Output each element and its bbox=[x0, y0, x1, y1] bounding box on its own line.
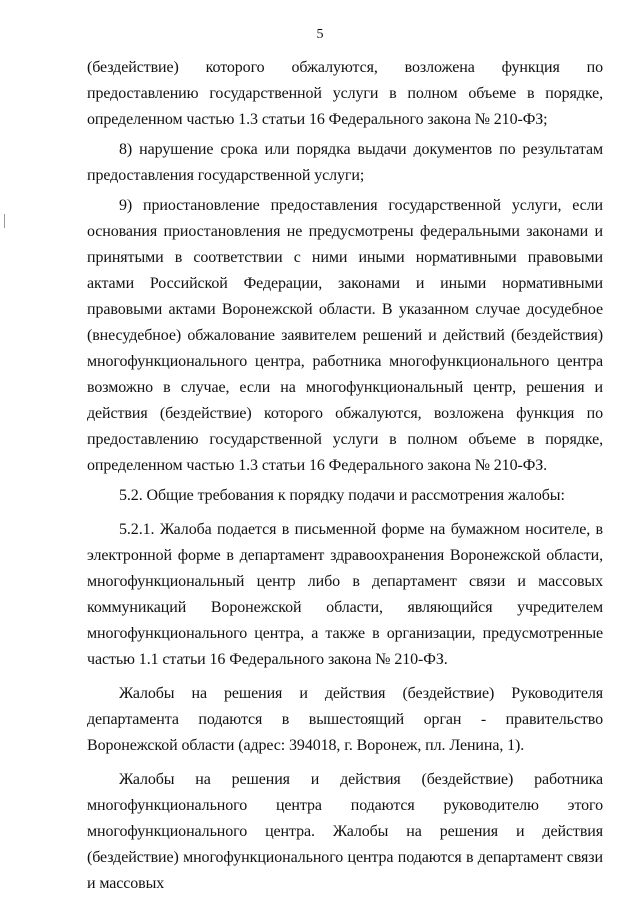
section-heading-5-2: 5.2. Общие требования к порядку подачи и рассмотрения жалобы: bbox=[119, 487, 565, 504]
paragraph-5-2-1: 5.2.1. Жалоба подается в письменной форме на бумажном носителе, в электронной форме в департамент здравоохранения Воронежской области, многофункциональный центр либо в департамент связи и массовых коммуникаций Воронежской области, являющийся учредителем многофункционального центра, а также в организации, предусмотренные частью 1.1 статьи 16 Федерального закона № 210-ФЗ. bbox=[87, 521, 603, 668]
paragraph-item-9: 9) приостановление предоставления государственной услуги, если основания приостановления не предусмотрены федеральными законами и принятыми в соответствии с ними иными нормативными правовыми актами Российской Федерации, законами и иными нормативными правовыми актами Воронежской области. В указанном случае досудебное (внесудебное) обжалование заявителем решений и действий (бездействия) многофункционального центра, работника многофункционального центра возможно в случае, если на многофункциональный центр, решения и действия (бездействие) которого обжалуются, возложена функция по предоставлению государственной услуги в полном объеме в порядке, определенном частью 1.3 статьи 16 Федерального закона № 210-ФЗ. bbox=[87, 197, 603, 474]
paragraph-complaints-head: Жалобы на решения и действия (бездействие) Руководителя департамента подаются в вышестоящий орган - правительство Воронежской области (адрес: 394018, г. Воронеж, пл. Ленина, 1). bbox=[87, 685, 603, 754]
document-body bbox=[87, 55, 603, 901]
paragraph-continuation: (бездействие) которого обжалуются, возложена функция по предоставлению государственной услуги в полном объеме в порядке, определенном частью 1.3 статьи 16 Федерального закона № 210-ФЗ; bbox=[87, 59, 603, 128]
paragraph-complaints-mfc: Жалобы на решения и действия (бездействие) работника многофункционального центра подаются руководителю этого многофункционального центра. Жалобы на решения и действия (бездействие) многофункционального центра подаются в департамент связи и массовых bbox=[87, 771, 603, 892]
paragraph-item-8: 8) нарушение срока или порядка выдачи документов по результатам предоставления государственной услуги; bbox=[87, 141, 603, 184]
margin-mark bbox=[4, 214, 5, 228]
page-number: 5 bbox=[316, 27, 324, 42]
